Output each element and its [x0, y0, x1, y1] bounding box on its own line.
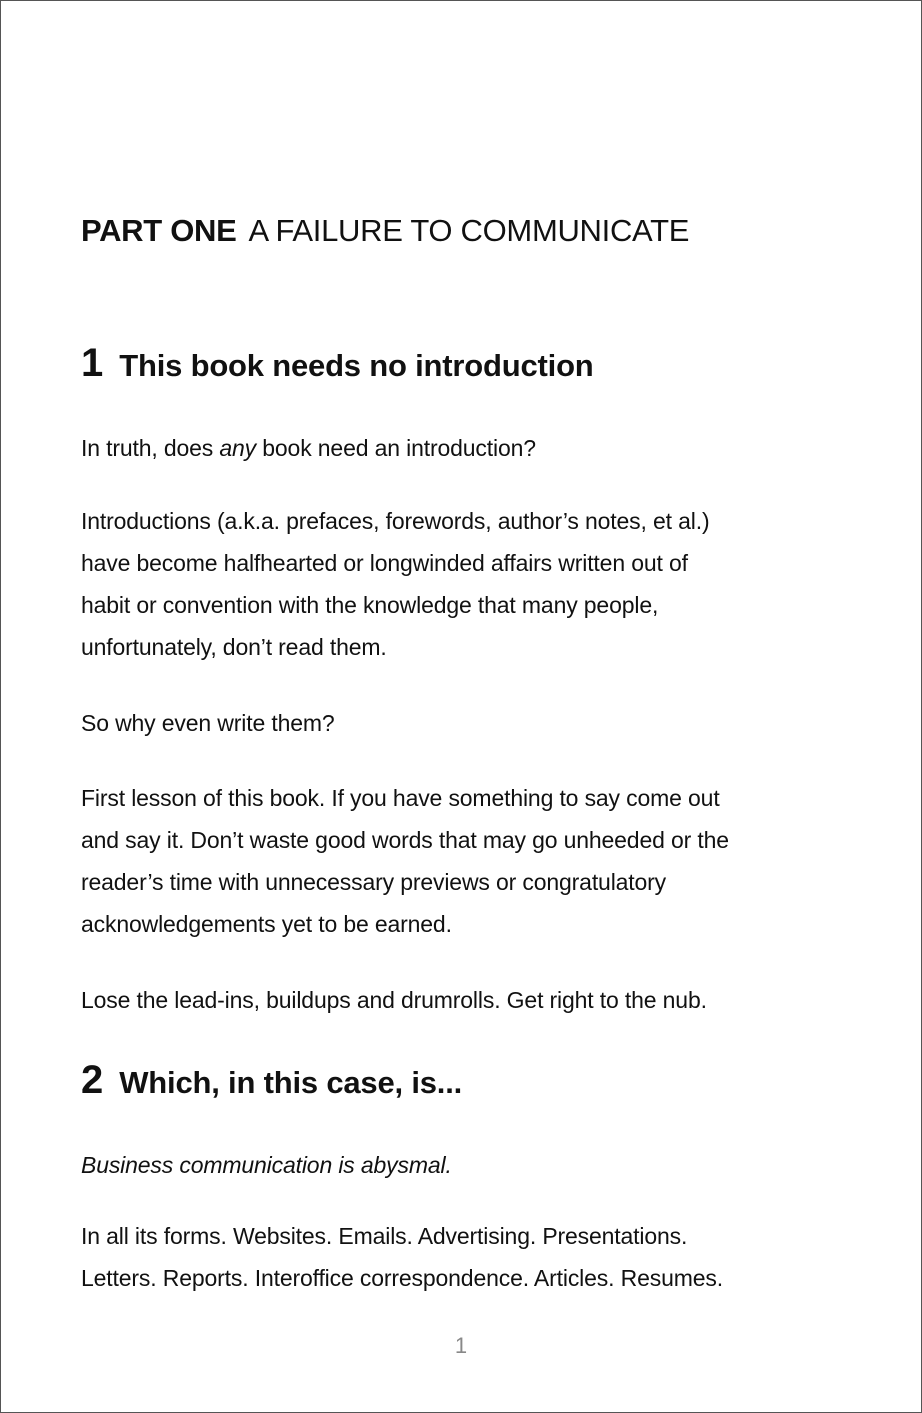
emphasis-text: any	[219, 435, 257, 461]
chapter-title: This book needs no introduction	[119, 348, 594, 383]
paragraph-forms	[81, 1215, 841, 1299]
chapter-1-heading	[81, 335, 594, 400]
chapter-2-heading	[81, 1052, 462, 1117]
text-line: Letters. Reports. Interoffice correspondence. Articles. Resumes.	[81, 1265, 723, 1291]
chapter-number: 1	[81, 341, 104, 385]
paragraph-intro-question	[81, 427, 841, 469]
text-line: acknowledgements yet to be earned.	[81, 911, 452, 937]
text-line: and say it. Don’t waste good words that may go unheeded or the	[81, 827, 729, 853]
paragraph-first-lesson	[81, 777, 841, 945]
text-segment: book need an introduction?	[256, 435, 536, 461]
paragraph-why-write: So why even write them?	[81, 710, 335, 736]
text-segment: In truth, does	[81, 435, 220, 461]
text-line: Introductions (a.k.a. prefaces, forewords, author’s notes, et al.)	[81, 508, 710, 534]
part-heading	[81, 209, 689, 253]
text-line: First lesson of this book. If you have something to say come out	[81, 785, 720, 811]
text-line: unfortunately, don’t read them.	[81, 634, 387, 660]
paragraph-introductions	[81, 500, 841, 668]
part-label: PART ONE	[81, 213, 237, 248]
chapter-number: 2	[81, 1058, 104, 1102]
page-number: 1	[454, 1333, 468, 1358]
text-line: have become halfhearted or longwinded affairs written out of	[81, 550, 688, 576]
paragraph-thesis: Business communication is abysmal.	[81, 1152, 452, 1178]
part-title: A FAILURE TO COMMUNICATE	[248, 213, 690, 248]
paragraph-lose-lead-ins: Lose the lead-ins, buildups and drumrolls. Get right to the nub.	[81, 987, 707, 1013]
text-line: reader’s time with unnecessary previews or congratulatory	[81, 869, 667, 895]
chapter-title: Which, in this case, is...	[119, 1065, 463, 1100]
text-line: In all its forms. Websites. Emails. Advertising. Presentations.	[81, 1223, 688, 1249]
text-line: habit or convention with the knowledge that many people,	[81, 592, 659, 618]
